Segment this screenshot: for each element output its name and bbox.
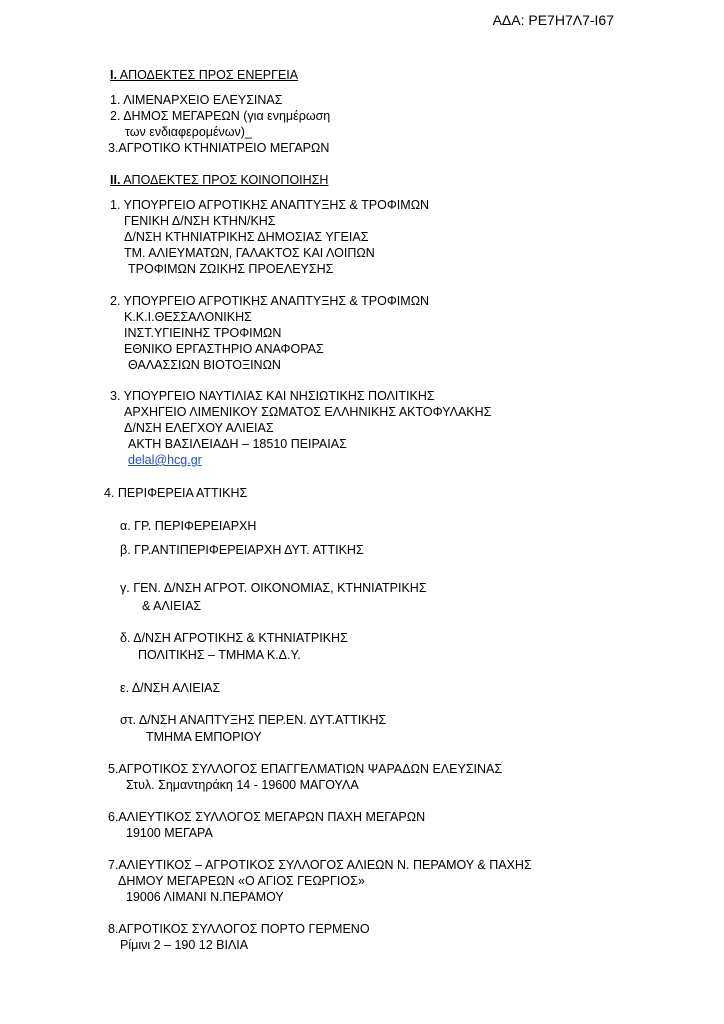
- recipient-1-line-4: ΤΜ. ΑΛΙΕΥΜΑΤΩΝ, ΓΑΛΑΚΤΟΣ ΚΑΙ ΛΟΙΠΩΝ: [124, 246, 375, 260]
- recipient-2-line-5: ΘΑΛΑΣΣΙΩΝ ΒΙΟΤΟΞΙΝΩΝ: [128, 358, 281, 372]
- recipient-4-c-line-1: γ. ΓΕΝ. Δ/ΝΣΗ ΑΓΡΟΤ. ΟΙΚΟΝΟΜΙΑΣ, ΚΤΗΝΙΑΤΡΙΚΗΣ: [120, 581, 427, 595]
- recipient-4-a: α. ΓΡ. ΠΕΡΙΦΕΡΕΙΑΡΧΗ: [120, 519, 257, 533]
- section-1-heading: [110, 67, 298, 83]
- section-2-title: ΑΠΟΔΕΚΤΕΣ ΠΡΟΣ ΚΟΙΝΟΠΟΙΗΣΗ: [120, 173, 329, 187]
- recipient-3-line-4: ΑΚΤΗ ΒΑΣΙΛΕΙΑΔΗ – 18510 ΠΕΙΡΑΙΑΣ: [128, 437, 347, 451]
- recipient-8-line-2: Ρίμινι 2 – 190 12 ΒΙΛΙΑ: [120, 938, 249, 952]
- recipient-7-line-1: 7.ΑΛΙΕΥΤΙΚΟΣ – ΑΓΡΟΤΙΚΟΣ ΣΥΛΛΟΓΟΣ ΑΛΙΕΩΝ Ν. ΠΕΡΑΜΟΥ & ΠΑΧΗΣ: [108, 858, 532, 872]
- recipient-4-e: ε. Δ/ΝΣΗ ΑΛΙΕΙΑΣ: [120, 681, 221, 695]
- section-1-number: Ι.: [110, 68, 117, 82]
- recipient-7-line-3: 19006 ΛΙΜΑΝΙ Ν.ΠΕΡΑΜΟΥ: [126, 890, 284, 904]
- section-1-item-1: 1. ΛΙΜΕΝΑΡΧΕΙΟ ΕΛΕΥΣΙΝΑΣ: [110, 93, 283, 107]
- recipient-2-line-2: Κ.Κ.Ι.ΘΕΣΣΑΛΟΝΙΚΗΣ: [124, 310, 252, 324]
- section-1-item-2: 2. ΔΗΜΟΣ ΜΕΓΑΡΕΩΝ (για ενημέρωση: [110, 109, 331, 123]
- recipient-3-email-row: [128, 452, 202, 468]
- ada-code: ΑΔΑ: ΡΕ7Η7Λ7-Ι67: [492, 12, 614, 28]
- section-1-title: ΑΠΟΔΕΚΤΕΣ ΠΡΟΣ ΕΝΕΡΓΕΙΑ: [116, 68, 299, 82]
- section-1-item-3: 3.ΑΓΡΟΤΙΚΟ ΚΤΗΝΙΑΤΡΕΙΟ ΜΕΓΑΡΩΝ: [108, 141, 330, 155]
- recipient-4-d-line-1: δ. Δ/ΝΣΗ ΑΓΡΟΤΙΚΗΣ & ΚΤΗΝΙΑΤΡΙΚΗΣ: [120, 631, 348, 645]
- recipient-1-line-5: ΤΡΟΦΙΜΩΝ ΖΩΙΚΗΣ ΠΡΟΕΛΕΥΣΗΣ: [128, 262, 334, 276]
- recipient-4-b: β. ΓΡ.ΑΝΤΙΠΕΡΙΦΕΡΕΙΑΡΧΗ ΔΥΤ. ΑΤΤΙΚΗΣ: [120, 543, 364, 557]
- email-link[interactable]: delal@hcg.gr: [128, 453, 202, 467]
- recipient-4-c-line-2: & ΑΛΙΕΙΑΣ: [142, 599, 202, 613]
- recipient-6-line-1: 6.ΑΛΙΕΥΤΙΚΟΣ ΣΥΛΛΟΓΟΣ ΜΕΓΑΡΩΝ ΠΑΧΗ ΜΕΓΑΡΩΝ: [108, 810, 426, 824]
- recipient-6-line-2: 19100 ΜΕΓΑΡΑ: [126, 826, 213, 840]
- recipient-1-line-2: ΓΕΝΙΚΗ Δ/ΝΣΗ ΚΤΗΝ/ΚΗΣ: [124, 214, 276, 228]
- recipient-3-line-1: 3. ΥΠΟΥΡΓΕΙΟ ΝΑΥΤΙΛΙΑΣ ΚΑΙ ΝΗΣΙΩΤΙΚΗΣ ΠΟΛΙΤΙΚΗΣ: [110, 389, 435, 403]
- recipient-2-line-4: ΕΘΝΙΚΟ ΕΡΓΑΣΤΗΡΙΟ ΑΝΑΦΟΡΑΣ: [124, 342, 324, 356]
- recipient-4-d-line-2: ΠΟΛΙΤΙΚΗΣ – ΤΜΗΜΑ Κ.Δ.Υ.: [138, 648, 301, 662]
- recipient-8-line-1: 8.ΑΓΡΟΤΙΚΟΣ ΣΥΛΛΟΓΟΣ ΠΟΡΤΟ ΓΕΡΜΕΝΟ: [108, 922, 370, 936]
- recipient-4-f-line-2: ΤΜΗΜΑ ΕΜΠΟΡΙΟΥ: [146, 730, 262, 744]
- recipient-7-line-2: ΔΗΜΟΥ ΜΕΓΑΡΕΩΝ «Ο ΑΓΙΟΣ ΓΕΩΡΓΙΟΣ»: [118, 874, 365, 888]
- recipient-5-line-2: Στυλ. Σημαντηράκη 14 - 19600 ΜΑΓΟΥΛΑ: [126, 778, 359, 792]
- section-2-heading: [110, 172, 328, 188]
- recipient-2-line-3: ΙΝΣΤ.ΥΓΙΕΙΝΗΣ ΤΡΟΦΙΜΩΝ: [124, 326, 282, 340]
- recipient-3-line-3: Δ/ΝΣΗ ΕΛΕΓΧΟΥ ΑΛΙΕΙΑΣ: [124, 421, 274, 435]
- recipient-1-line-1: 1. ΥΠΟΥΡΓΕΙΟ ΑΓΡΟΤΙΚΗΣ ΑΝΑΠΤΥΞΗΣ & ΤΡΟΦΙΜΩΝ: [110, 198, 430, 212]
- recipient-3-line-2: ΑΡΧΗΓΕΙΟ ΛΙΜΕΝΙΚΟΥ ΣΩΜΑΤΟΣ ΕΛΛΗΝΙΚΗΣ ΑΚΤΟΦΥΛΑΚΗΣ: [124, 405, 492, 419]
- recipient-5-line-1: 5.ΑΓΡΟΤΙΚΟΣ ΣΥΛΛΟΓΟΣ ΕΠΑΓΓΕΛΜΑΤΙΩΝ ΨΑΡΑΔΩΝ ΕΛΕΥΣΙΝΑΣ: [108, 762, 503, 776]
- recipient-4-f-line-1: στ. Δ/ΝΣΗ ΑΝΑΠΤΥΞΗΣ ΠΕΡ.ΕΝ. ΔΥΤ.ΑΤΤΙΚΗΣ: [120, 713, 387, 727]
- recipient-4-title: 4. ΠΕΡΙΦΕΡΕΙΑ ΑΤΤΙΚΗΣ: [104, 486, 248, 500]
- recipient-2-line-1: 2. ΥΠΟΥΡΓΕΙΟ ΑΓΡΟΤΙΚΗΣ ΑΝΑΠΤΥΞΗΣ & ΤΡΟΦΙΜΩΝ: [110, 294, 430, 308]
- section-1-item-2-cont: των ενδιαφερομένων)_: [125, 125, 252, 139]
- recipient-1-line-3: Δ/ΝΣΗ ΚΤΗΝΙΑΤΡΙΚΗΣ ΔΗΜΟΣΙΑΣ ΥΓΕΙΑΣ: [124, 230, 369, 244]
- section-2-number: ΙΙ.: [110, 173, 121, 187]
